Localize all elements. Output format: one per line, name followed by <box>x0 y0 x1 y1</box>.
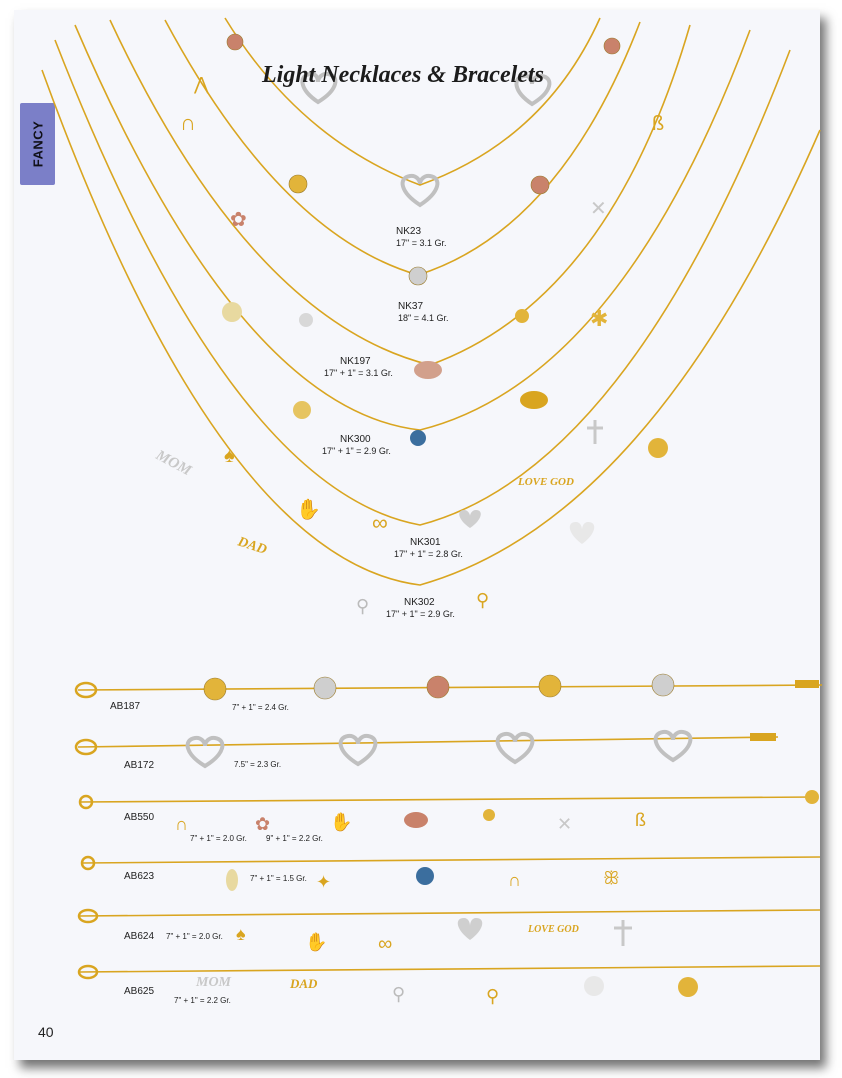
tree-of-life-charm <box>648 438 668 458</box>
b-charm: ß <box>652 113 665 135</box>
elephant-charm <box>404 812 428 828</box>
product-weight: 17" + 1" = 3.1 Gr. <box>324 367 393 378</box>
elephant-charm <box>520 391 548 409</box>
product-code: NK300 <box>340 434 371 445</box>
evil-eye-charm <box>416 867 434 885</box>
id-plate-clasp <box>750 733 776 741</box>
heart-charm <box>459 510 481 528</box>
bead-gold <box>539 675 561 697</box>
necklace-label-nk300 <box>322 434 391 456</box>
bead-gold <box>204 678 226 700</box>
sister-charm: ✿ <box>230 209 247 231</box>
necklace-label-nk37 <box>398 301 448 323</box>
horseshoe-charm: ∩ <box>175 814 188 834</box>
necklace-label-nk301 <box>394 537 463 559</box>
bead-rose <box>227 34 243 50</box>
boy-charm: ⚲ <box>392 984 406 1004</box>
necklace-label-nk197 <box>324 356 393 378</box>
infinity-charm: ∞ <box>378 933 393 955</box>
hamsa-charm <box>299 313 313 327</box>
cross-charm: ✕ <box>590 198 607 220</box>
pave-charm <box>222 302 242 322</box>
bracelet-chain-ab187 <box>78 685 822 690</box>
boy-charm: ⚲ <box>476 590 490 610</box>
product-weight: 17" = 3.1 Gr. <box>396 237 447 248</box>
heart-charm <box>341 736 376 764</box>
necklace-label-nk23 <box>396 226 446 248</box>
bracelet-chain-ab624 <box>80 910 820 916</box>
bead-rose <box>427 676 449 698</box>
love-god-charm: LOVE GOD <box>528 924 579 935</box>
product-weight: 18" = 4.1 Gr. <box>398 312 449 323</box>
bead-gold <box>289 175 307 193</box>
cross-charm <box>614 920 632 946</box>
pave-charm <box>226 869 238 891</box>
hamsa-charm: ✋ <box>305 932 328 952</box>
cross-charm: ✕ <box>557 814 573 834</box>
bead-silver <box>409 267 427 285</box>
necklace-chain-nk302 <box>42 70 820 585</box>
bead-rose <box>531 176 549 194</box>
angel-charm: ♠ <box>224 445 235 467</box>
snowflake-charm <box>805 790 819 804</box>
bracelet-weight: 7" + 1" = 2.0 Gr. <box>166 932 223 941</box>
elephant-charm <box>414 361 442 379</box>
product-code: NK301 <box>410 537 441 548</box>
heart-charm <box>498 734 533 762</box>
hamsa-charm: ✋ <box>296 499 321 521</box>
dad-charm: DAD <box>235 534 269 558</box>
boy-charm: ⚲ <box>356 596 370 616</box>
bead-silver <box>314 677 336 699</box>
bead-rose <box>604 38 620 54</box>
b-charm: ß <box>635 810 646 830</box>
page-number: 40 <box>38 1024 54 1040</box>
sister-charm: ✿ <box>255 814 271 834</box>
hamsa-charm: ✋ <box>330 812 353 832</box>
snowflake-charm: ✱ <box>590 306 609 331</box>
bracelet-code-ab625: AB625 <box>124 986 155 997</box>
product-code: NK302 <box>404 597 435 608</box>
angel-charm: ✦ <box>316 872 332 892</box>
bracelet-code-ab187: AB187 <box>110 701 141 712</box>
bracelet-weight: 7" + 1" = 2.2 Gr. <box>174 996 231 1005</box>
bracelet-weight: 7" + 1" = 2.0 Gr. <box>190 834 247 843</box>
eye-charm <box>515 309 529 323</box>
bracelet-chain-ab625 <box>80 966 820 972</box>
infinity-charm: ∞ <box>372 510 388 535</box>
heart-charm <box>188 738 223 766</box>
evil-eye-charm <box>410 430 426 446</box>
horseshoe-charm: ∩ <box>508 870 521 890</box>
product-code: NK23 <box>396 226 422 237</box>
product-code: NK197 <box>340 356 371 367</box>
bracelet-weight: 7" + 1" = 2.4 Gr. <box>232 703 289 712</box>
wishbone-charm: ⋀ <box>194 74 209 94</box>
bead-silver <box>652 674 674 696</box>
cross-charm <box>587 420 603 444</box>
bracelet-weight: 7.5" = 2.3 Gr. <box>234 760 282 769</box>
bracelet-weight: 9" + 1" = 2.2 Gr. <box>266 834 323 843</box>
necklace-label-nk302 <box>386 597 455 619</box>
butterfly-charm: ꕥ <box>603 868 620 888</box>
bracelet-chain-ab550 <box>80 797 816 802</box>
bracelet-chain-ab623 <box>82 857 820 863</box>
love-god-charm: LOVE GOD <box>518 476 574 488</box>
eye-charm <box>483 809 495 821</box>
bracelet-code-ab623: AB623 <box>124 871 155 882</box>
pave-heart-charm <box>584 976 604 996</box>
product-weight: 17" + 1" = 2.9 Gr. <box>386 608 455 619</box>
tree-of-life-charm <box>678 977 698 997</box>
flower-charm <box>293 401 311 419</box>
bracelet-weight: 7" + 1" = 1.5 Gr. <box>250 874 307 883</box>
heart-charm <box>570 522 595 544</box>
boy-charm: ⚲ <box>486 986 500 1006</box>
mom-charm: MOM <box>153 447 194 480</box>
mom-charm: MOM <box>196 975 232 990</box>
bracelet-code-ab624: AB624 <box>124 931 155 942</box>
bracelet-code-ab172: AB172 <box>124 760 155 771</box>
heart-charm <box>458 918 483 940</box>
bracelet-code-ab550: AB550 <box>124 812 155 823</box>
product-weight: 17" + 1" = 2.9 Gr. <box>322 445 391 456</box>
dad-charm: DAD <box>290 976 318 991</box>
product-code: NK37 <box>398 301 424 312</box>
id-plate-clasp <box>795 680 819 688</box>
product-weight: 17" + 1" = 2.8 Gr. <box>394 548 463 559</box>
section-tab-label: FANCY <box>30 120 45 168</box>
horseshoe-charm: ∩ <box>180 110 196 135</box>
necklace-chain-nk23 <box>225 18 600 185</box>
heart-charm <box>656 732 691 760</box>
angel-charm: ♠ <box>236 924 246 944</box>
page-title: Light Necklaces & Bracelets <box>262 62 544 88</box>
